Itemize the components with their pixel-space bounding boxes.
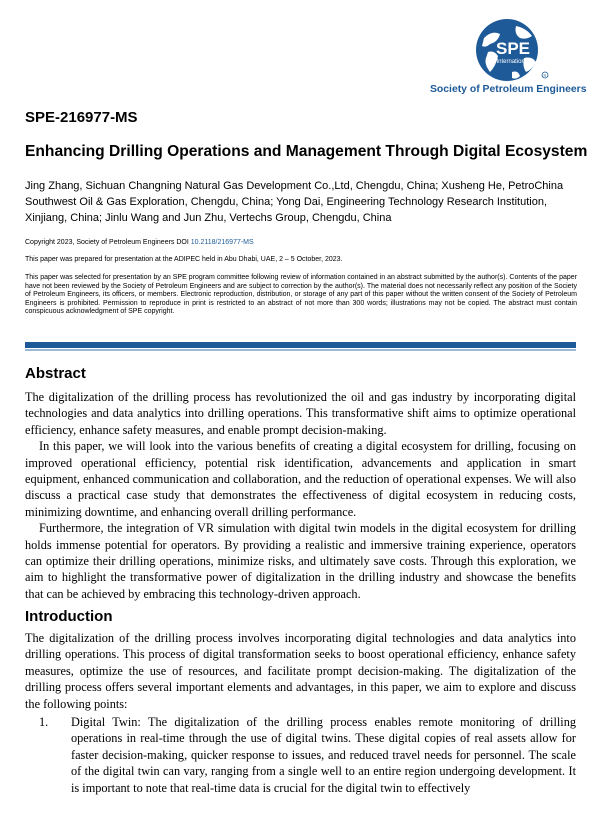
abstract-paragraph: Furthermore, the integration of VR simulation with digital twin models in the digital ecosystem for drilling holds immense potential for operators. By providing a realistic and immersive training experience, operators can optimize their drilling operations, minimize risks, and ultimately save costs. Through this exploration, we aim to highlight the transformative power of digitalization in the drilling industry and showcase the benefits that can be achieved by embracing this technology-driven approach. (25, 521, 576, 601)
section-rule-accent (25, 349, 576, 351)
abstract-body (25, 389, 576, 602)
svg-text:R: R (543, 73, 547, 78)
list-item-number: 1. (39, 715, 49, 729)
introduction-body (25, 630, 576, 712)
logo-caption: Society of Petroleum Engineers (430, 84, 587, 95)
abstract-heading: Abstract (25, 365, 86, 382)
numbered-list (25, 714, 576, 796)
list-item (25, 714, 576, 796)
paper-id: SPE-216977-MS (25, 109, 138, 126)
presentation-note: This paper was prepared for presentation at the ADIPEC held in Abu Dhabi, UAE, 2 – 5 October, 2023. (25, 256, 343, 263)
list-item-text: Digital Twin: The digitalization of the drilling process enables remote monitoring of drilling operations in real-time through the use of digital twins. These digital copies of real assets allow for faster decision-making, quicker response to issues, and reduced travel needs for personnel. The scale of the digital twin can vary, ranging from a single well to an entire region undergoing development. It is important to note that real-time data is crucial for the digital twin to effectively (71, 715, 576, 795)
doi-link[interactable]: 10.2118/216977-MS (190, 239, 254, 246)
copyright-text: Copyright 2023, Society of Petroleum Engineers DOI (25, 239, 191, 246)
logo-sub: International (496, 59, 530, 65)
authors: Jing Zhang, Sichuan Changning Natural Gas Development Co.,Ltd, Chengdu, China; Xusheng He, PetroChina Southwest Oil & Gas Exploration, Chengdu, China; Yong Dai, Engineering Technology Research Institution, Xinjiang, China; Jinlu Wang and Jun Zhu, Vertechs Group, Chengdu, China (25, 180, 564, 224)
introduction-heading: Introduction (25, 608, 113, 625)
abstract-paragraph: The digitalization of the drilling process has revolutionized the oil and gas industry by incorporating digital technologies and data analytics into drilling operations. This transformative shift aims to optimize operational efficiency, enhance safety measures, and enable prompt decision-making. (25, 390, 576, 437)
section-rule (25, 342, 576, 348)
disclaimer: This paper was selected for presentation by an SPE program committee following review of information contained in an abstract submitted by the author(s). Contents of the paper have not been reviewed by the Society of Petroleum Engineers and are subject to correction by the author(s). The material does not necessarily reflect any position of the Society of Petroleum Engineers, its officers, or members. Electronic reproduction, distribution, or storage of any part of this paper without the written consent of the Society of Petroleum Engineers is prohibited. Permission to reproduce in print is restricted to an abstract of not more than 300 words; illustrations may not be copied. The abstract must contain conspicuous acknowledgment of SPE copyright. (25, 274, 577, 316)
introduction-paragraph: The digitalization of the drilling process involves incorporating digital technologies and data analytics into drilling operations. This process of digital transformation seeks to boost operational efficiency, enhance safety measures, optimize the use of resources, and facilitate prompt decision-making. The digitalization of the drilling process offers several important elements and advantages, in this paper, we aim to explore and discuss the following points: (25, 631, 576, 711)
copyright-line (25, 239, 577, 248)
paper-title: Enhancing Drilling Operations and Management Through Digital Ecosystem (25, 143, 588, 160)
abstract-paragraph: In this paper, we will look into the various benefits of creating a digital ecosystem for drilling, focusing on improved operational efficiency, potential risk identification, advancements and application in smart equipment, enhanced communication and collaboration, and the reduction of operational expenses. We will also discuss a practical case study that demonstrates the effectiveness of digital ecosystem in reducing costs, minimizing downtime, and enhancing overall drilling performance. (25, 439, 576, 519)
logo-wordmark: SPE (495, 39, 531, 58)
